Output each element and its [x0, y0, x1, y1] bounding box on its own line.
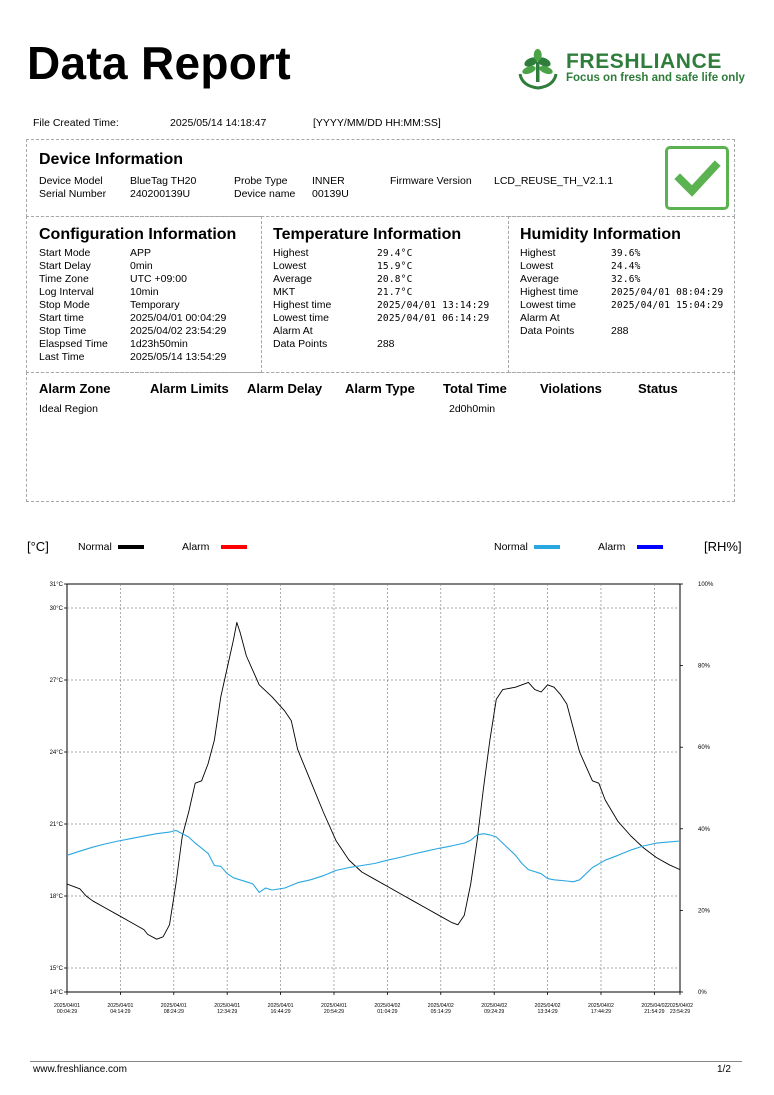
- hum-normal-legend-swatch: [534, 545, 560, 549]
- x-tick-label-date: 2025/04/02: [427, 1003, 454, 1009]
- humidity-values: [611, 247, 723, 338]
- humidity-value: 2025/04/01 08:04:29: [611, 287, 724, 298]
- x-tick-label-time: 00:04:29: [56, 1009, 78, 1015]
- temp-alarm-legend-swatch: [221, 545, 247, 549]
- device-name-label: Device name: [234, 188, 296, 200]
- config-label: Stop Mode: [39, 299, 90, 311]
- plot-border: [67, 584, 680, 992]
- humidity-value: 39.6%: [611, 248, 641, 259]
- config-value: 0min: [130, 260, 153, 272]
- x-tick-label-date: 2025/04/01: [107, 1003, 134, 1009]
- alarm-type-header: Alarm Type: [345, 381, 415, 396]
- x-tick-label-date: 2025/04/01: [321, 1003, 347, 1009]
- config-label: Time Zone: [39, 273, 89, 285]
- humidity-label: Data Points: [520, 325, 575, 337]
- temperature-label: Average: [273, 273, 312, 285]
- temperature-series-line: [67, 622, 680, 939]
- temperature-label: Data Points: [273, 338, 328, 350]
- device-labels-col2: [234, 175, 295, 201]
- config-value: 1d23h50min: [130, 338, 188, 350]
- x-tick-label-time: 21:54:29: [644, 1009, 665, 1015]
- probe-type-value: INNER: [312, 175, 345, 187]
- humidity-info-title: Humidity Information: [520, 226, 681, 243]
- temperature-value: 21.7°C: [377, 287, 413, 298]
- config-value: Temporary: [130, 299, 180, 311]
- device-values-col1: [130, 175, 196, 201]
- x-tick-label-time: 16:44:29: [270, 1009, 291, 1015]
- humidity-label: Lowest time: [520, 299, 577, 311]
- x-tick-label-time: 04:14:29: [110, 1009, 131, 1015]
- status-header: Status: [638, 381, 678, 396]
- serial-number-value: 240200139U: [130, 188, 191, 200]
- x-tick-label-date: 2025/04/01: [214, 1003, 241, 1009]
- total-time-cell: 2d0h0min: [449, 403, 496, 415]
- device-values-col2: [312, 175, 349, 201]
- humidity-label: Average: [520, 273, 559, 285]
- temperature-value: 15.9°C: [377, 261, 413, 272]
- x-tick-label-time: 17:44:29: [590, 1009, 612, 1015]
- y-right-tick-label: 40%: [698, 826, 711, 833]
- violations-header: Violations: [540, 381, 602, 396]
- firmware-label: Firmware Version: [390, 175, 472, 187]
- config-value: UTC +09:00: [130, 273, 187, 285]
- alarm-zone-header: Alarm Zone: [39, 381, 111, 396]
- temp-normal-legend-swatch: [118, 545, 144, 549]
- config-label: Log Interval: [39, 286, 94, 298]
- humidity-label: Alarm At: [520, 312, 560, 324]
- x-tick-label-time: 23:54:29: [669, 1009, 691, 1015]
- humidity-value: 288: [611, 325, 629, 337]
- x-tick-label-date: 2025/04/02: [641, 1003, 668, 1009]
- temperature-humidity-chart: [0, 575, 774, 1055]
- humidity-value: 32.6%: [611, 274, 641, 285]
- y-left-tick-label: 31°C: [49, 582, 63, 588]
- humidity-label: Highest: [520, 247, 556, 259]
- hum-alarm-legend-swatch: [637, 545, 663, 549]
- page-number: 1/2: [717, 1064, 731, 1075]
- config-value: APP: [130, 247, 152, 259]
- temperature-value: 29.4°C: [377, 248, 413, 259]
- temperature-label: MKT: [273, 286, 296, 298]
- humidity-label: Highest time: [520, 286, 579, 298]
- humidity-label: Lowest: [520, 260, 554, 272]
- alarm-delay-header: Alarm Delay: [247, 381, 323, 396]
- x-tick-label-time: 09:24:29: [484, 1009, 505, 1015]
- temperature-label: Lowest: [273, 260, 307, 272]
- x-tick-label-date: 2025/04/01: [54, 1003, 80, 1009]
- temperature-value: 2025/04/01 06:14:29: [377, 313, 490, 324]
- x-tick-label-date: 2025/04/02: [481, 1003, 508, 1009]
- config-label: Elaspsed Time: [39, 338, 108, 350]
- humidity-value: 2025/04/01 15:04:29: [611, 300, 724, 311]
- humidity-value: 24.4%: [611, 261, 641, 272]
- config-value: 10min: [130, 286, 159, 298]
- y-right-tick-label: 100%: [698, 582, 714, 588]
- config-value: 2025/04/01 00:04:29: [130, 312, 227, 324]
- config-values: [130, 247, 226, 364]
- temperature-unit: [°C]: [27, 539, 49, 554]
- config-label: Last Time: [39, 351, 85, 363]
- x-tick-label-time: 01:04:29: [377, 1009, 398, 1015]
- temp-normal-legend-label: Normal: [78, 541, 112, 553]
- firmware-value: LCD_REUSE_TH_V2.1.1: [494, 175, 614, 187]
- leaf-logo-icon: [516, 48, 560, 90]
- page-title: Data Report: [27, 37, 292, 89]
- y-right-tick-label: 60%: [698, 745, 711, 752]
- config-labels: [39, 247, 108, 364]
- device-model-label: Device Model: [39, 175, 103, 187]
- y-right-tick-label: 80%: [698, 663, 711, 670]
- y-left-tick-label: 14°C: [49, 990, 63, 996]
- date-format-hint: [YYYY/MM/DD HH:MM:SS]: [313, 117, 441, 129]
- config-label: Start time: [39, 312, 84, 324]
- file-created-value: 2025/05/14 14:18:47: [170, 117, 267, 129]
- device-labels-col1: [39, 175, 106, 201]
- y-left-tick-label: 30°C: [49, 606, 63, 612]
- y-left-tick-label: 18°C: [49, 894, 63, 900]
- device-model-value: BlueTag TH20: [130, 175, 197, 187]
- temperature-label: Highest: [273, 247, 309, 259]
- temperature-value: 2025/04/01 13:14:29: [377, 300, 490, 311]
- logo-tagline: Focus on fresh and safe life only: [566, 72, 745, 84]
- y-left-tick-label: 15°C: [49, 966, 63, 972]
- x-tick-label-date: 2025/04/02: [374, 1003, 401, 1009]
- x-tick-label-time: 08:24:29: [163, 1009, 184, 1015]
- x-tick-label-date: 2025/04/02: [667, 1003, 693, 1009]
- x-tick-label-date: 2025/04/01: [160, 1003, 187, 1009]
- humidity-labels: [520, 247, 578, 338]
- total-time-header: Total Time: [443, 381, 507, 396]
- config-info-title: Configuration Information: [39, 226, 237, 243]
- footer-url[interactable]: www.freshliance.com: [33, 1064, 127, 1075]
- humidity-unit: [RH%]: [704, 539, 742, 554]
- brand-logo: [516, 48, 746, 90]
- x-tick-label-date: 2025/04/01: [267, 1003, 294, 1009]
- hum-normal-legend-label: Normal: [494, 541, 528, 553]
- y-left-tick-label: 21°C: [49, 822, 63, 828]
- config-label: Stop Time: [39, 325, 87, 337]
- x-tick-label-time: 12:34:29: [217, 1009, 238, 1015]
- config-value: 2025/05/14 13:54:29: [130, 351, 227, 363]
- check-icon: [665, 146, 729, 210]
- x-tick-label-time: 20:54:29: [323, 1009, 345, 1015]
- temperature-label: Lowest time: [273, 312, 330, 324]
- device-info-title: Device Information: [39, 151, 184, 168]
- temperature-value: 20.8°C: [377, 274, 413, 285]
- humidity-value: [611, 312, 723, 325]
- config-value: 2025/04/02 23:54:29: [130, 325, 227, 337]
- config-label: Start Delay: [39, 260, 91, 272]
- x-tick-label-date: 2025/04/02: [587, 1003, 614, 1009]
- check-mark-icon: [668, 149, 726, 207]
- temperature-label: Highest time: [273, 299, 332, 311]
- x-tick-label-date: 2025/04/02: [534, 1003, 561, 1009]
- alarm-limits-header: Alarm Limits: [150, 381, 229, 396]
- y-left-tick-label: 27°C: [49, 678, 63, 684]
- serial-number-label: Serial Number: [39, 188, 107, 200]
- y-right-tick-label: 20%: [698, 908, 711, 915]
- y-right-tick-label: 0%: [698, 990, 707, 996]
- temperature-labels: [273, 247, 331, 351]
- config-label: Start Mode: [39, 247, 91, 259]
- humidity-series-line: [67, 830, 680, 892]
- footer-divider: [30, 1061, 742, 1062]
- file-created-label: File Created Time:: [33, 117, 119, 129]
- alarm-zone-cell: Ideal Region: [39, 403, 98, 415]
- x-tick-label-time: 13:34:29: [537, 1009, 558, 1015]
- temperature-values: [377, 247, 489, 351]
- temperature-info-title: Temperature Information: [273, 226, 462, 243]
- x-tick-label-time: 05:14:29: [430, 1009, 451, 1015]
- temperature-label: Alarm At: [273, 325, 313, 337]
- temperature-value: [377, 325, 489, 338]
- hum-alarm-legend-label: Alarm: [598, 541, 626, 553]
- temperature-value: 288: [377, 338, 395, 350]
- logo-name: FRESHLIANCE: [566, 50, 722, 73]
- y-left-tick-label: 24°C: [49, 750, 63, 756]
- probe-type-label: Probe Type: [234, 175, 288, 187]
- temp-alarm-legend-label: Alarm: [182, 541, 210, 553]
- device-name-value: 00139U: [312, 188, 349, 200]
